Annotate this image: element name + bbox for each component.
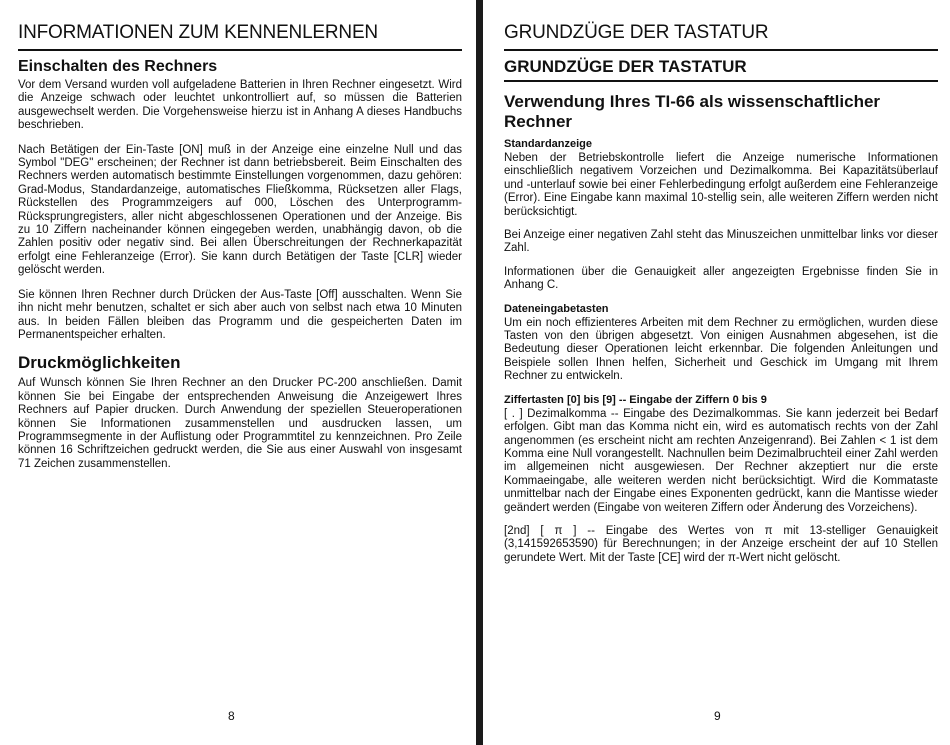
section-title-einschalten: Einschalten des Rechners xyxy=(18,58,218,75)
page-number: 9 xyxy=(714,709,721,723)
paragraph: Nach Betätigen der Ein-Taste [ON] muß in der Anzeige eine einzelne Null und das Symbol "DEG" erscheinen; der Rechner ist dann betriebsbereit. Beim Einschalten des Rechners werden automatisch bestimmte Einstellungen vorgenommen, dazu gehören: Grad-Modus, Standardanzeige, automatisches Fließkomma, Rücksetzen aller Flags, Rückstellen des Programmzeigers auf 000, Löschen des Unterprogramm-Rücksprungregisters, aller nicht abgeschlossenen Operationen und der Anzeige. Bis zu 10 Ziffern nacheinander können eingegeben werden, unabhängig davon, ob die Zahlen positiv oder negativ sind. Bei allen Überschreitungen der Rechnerkapazität erfolgt eine Fehleranzeige (Error). Sie kann durch Betätigen der Taste [CLR] wieder gelöscht werden. xyxy=(18,143,462,277)
page-number: 8 xyxy=(228,709,235,723)
paragraph: [2nd] [ π ] -- Eingabe des Wertes von π mit 13-stelliger Genauigkeit (3,141592653590) für Berechnungen; in der Anzeige erscheint der auf 10 Stellen gerundete Wert. Mit der Taste [CE] wird der π-Wert nicht gelöscht. xyxy=(504,524,938,564)
page-header: GRUNDZÜGE DER TASTATUR xyxy=(504,22,938,51)
paragraph: [ . ] Dezimalkomma -- Eingabe des Dezimalkommas. Sie kann jederzeit bei Bedarf erfolgen. Gibt man das Komma nicht ein, wird es automatisch rechts von der Zahl angenommen (es erscheint nicht am rechten Anzeigenrand). Bei Zahlen < 1 ist dem Komma eine Null vorangestellt. Nachnullen beim Dezimalbruchteil einer Zahl werden im allgemeinen nicht ausgewiesen. Der Rechner akzeptiert nur die erste Kommaeingabe, alle weiteren werden nicht berücksichtigt. Wird die Kommataste unmittelbar nach der Eingabe eines Exponenten gedrückt, kann die Mantisse wieder geändert werden (Eingabe von weiteren Ziffern oder Änderung des Vorzeichens). xyxy=(504,407,938,514)
chapter-title: GRUNDZÜGE DER TASTATUR xyxy=(504,57,938,82)
subsection-title-standardanzeige: Standardanzeige xyxy=(504,138,593,150)
left-page xyxy=(0,0,474,745)
paragraph: Auf Wunsch können Sie Ihren Rechner an den Drucker PC-200 anschließen. Damit können Sie bei Eingabe der entsprechenden Anweisung die Anzeigewert Ihres Rechners auf Papier drucken. Durch Anwendung der speziellen Steueroperationen können Sie Informationen zusammenstellen und ausdrucken lassen, um Programmsegmente in der Auflistung oder Programmtitel zu kennzeichnen. Pro Zeile können 16 Schriftzeichen gedruckt werden, die Sie aus einer Auswahl von insgesamt 71 Zeichen zusammenstellen. xyxy=(18,377,462,470)
paragraph: Bei Anzeige einer negativen Zahl steht das Minuszeichen unmittelbar links vor dieser Zahl. xyxy=(504,229,938,255)
right-page xyxy=(486,0,950,745)
subsection-title-dateneingabe: Dateneingabetasten xyxy=(504,302,609,315)
paragraph: Informationen über die Genauigkeit aller angezeigten Ergebnisse finden Sie in Anhang C. xyxy=(504,265,938,292)
paragraph: Neben der Betriebskontrolle liefert die Anzeige numerische Informationen einschließlich negativem Vorzeichen und Dezimalkomma. Bei Kapazitätsüberlauf und -unterlauf sowie bei einer Fehlerbedingung erfolgt außerdem eine Fehleranzeige (Error). Eine Eingabe kann maximal 10-stellig sein, alle weiteren Ziffern werden nicht berücksichtigt. xyxy=(504,152,938,218)
paragraph: Vor dem Versand wurden voll aufgeladene Batterien in Ihren Rechner eingesetzt. Wird die Anzeige schwach oder leuchtet unkontrolliert auf, so müssen die Batterien ausgewechselt werden. Die Vorgehensweise hierzu ist in Anhang A dieses Handbuchs beschrieben. xyxy=(18,79,462,132)
section-title-verwendung: Verwendung Ihres TI-66 als wissenschaftlicher Rechner xyxy=(504,92,881,131)
section-title-druck: Druckmöglichkeiten xyxy=(18,353,181,373)
subsection-title-ziffertasten: Ziffertasten [0] bis [9] -- Eingabe der Ziffern 0 bis 9 xyxy=(504,393,767,406)
paragraph: Sie können Ihren Rechner durch Drücken der Aus-Taste [Off] ausschalten. Wenn Sie ihn nicht mehr benutzen, schaltet er sich aber auch von selbst nach etwa 10 Minuten aus. In beiden Fällen bleiben das Programm und die gespeicherten Daten im Permanentspeicher erhalten. xyxy=(18,288,462,341)
book-spine xyxy=(476,0,483,745)
page-header: INFORMATIONEN ZUM KENNENLERNEN xyxy=(18,22,462,51)
paragraph: Um ein noch effizienteres Arbeiten mit dem Rechner zu ermöglichen, wurden diese Tasten von den übrigen abgesetzt. Von einigen Ausnahmen abgesehen, ist die Bedeutung dieser Operationen leicht erkennbar. Die folgenden Anleitungen und Beispiele sollen Ihnen helfen, Sicherheit und Geschick im Umgang mit Ihrem Rechner zu entwickeln. xyxy=(504,316,938,383)
